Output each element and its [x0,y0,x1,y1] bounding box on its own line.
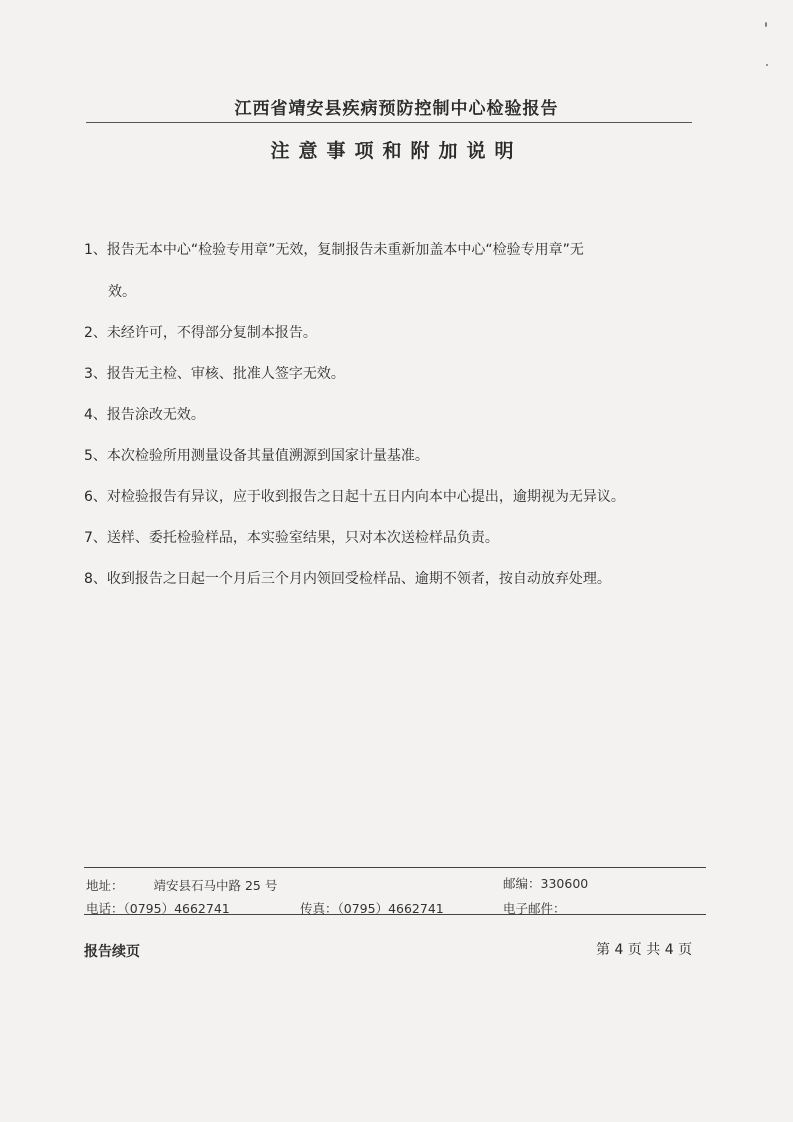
header-divider [86,122,692,123]
note-text: 收到报告之日起一个月后三个月内领回受检样品、逾期不领者，按自动放弃处理。 [106,571,611,587]
note-number: 6、 [84,489,107,505]
org-title: 江西省靖安县疾病预防控制中心检验报告 [234,99,559,119]
address-field [86,876,277,894]
note-text: 本次检验所用测量设备其量值溯源到国家计量基准。 [106,448,429,464]
note-number: 7、 [84,530,107,546]
note-item-1 [84,240,708,303]
note-text: 未经许可，不得部分复制本报告。 [106,325,317,341]
note-number: 5、 [84,448,107,464]
note-text-continuation: 效。 [108,284,136,300]
continuation-label: 报告续页 [84,944,140,960]
scan-speck [765,22,767,27]
note-item-3 [84,364,708,385]
note-text: 报告涂改无效。 [106,407,205,423]
email-label: 电子邮件： [503,901,566,916]
note-text: 送样、委托检验样品，本实验室结果，只对本次送检样品负责。 [106,530,499,546]
fax-value: （0795）4662741 [337,901,444,916]
page-indicator: 第 4 页 共 4 页 [596,942,693,958]
note-text: 报告无本中心“检验专用章”无效，复制报告未重新加盖本中心“检验专用章”无 [106,242,584,258]
phone-value: （0795）4662741 [123,901,230,916]
section-title: 注意事项和附加说明 [270,140,523,162]
note-number: 8、 [84,571,107,587]
note-item-5 [84,446,708,467]
note-item-6 [84,487,708,508]
postcode-field [503,874,588,892]
postcode-label: 邮编： [503,876,541,891]
scan-speck [766,64,768,66]
fax-label: 传真： [300,901,338,916]
phone-label: 电话： [86,901,124,916]
note-text: 报告无主检、审核、批准人签字无效。 [106,366,345,382]
note-number: 4、 [84,407,107,423]
notes-list [84,240,708,610]
note-item-8 [84,569,708,590]
note-item-4 [84,405,708,426]
note-item-2 [84,323,708,344]
note-number: 3、 [84,366,107,382]
note-number: 1、 [84,242,107,258]
address-value: 靖安县石马中路 25 号 [153,878,278,893]
footer-top-divider [84,867,706,868]
footer-bottom-divider [84,914,706,915]
address-label: 地址： [86,878,124,893]
note-number: 2、 [84,325,107,341]
note-item-7 [84,528,708,549]
postcode-value: 330600 [540,876,589,891]
note-text: 对检验报告有异议，应于收到报告之日起十五日内向本中心提出，逾期视为无异议。 [106,489,625,505]
